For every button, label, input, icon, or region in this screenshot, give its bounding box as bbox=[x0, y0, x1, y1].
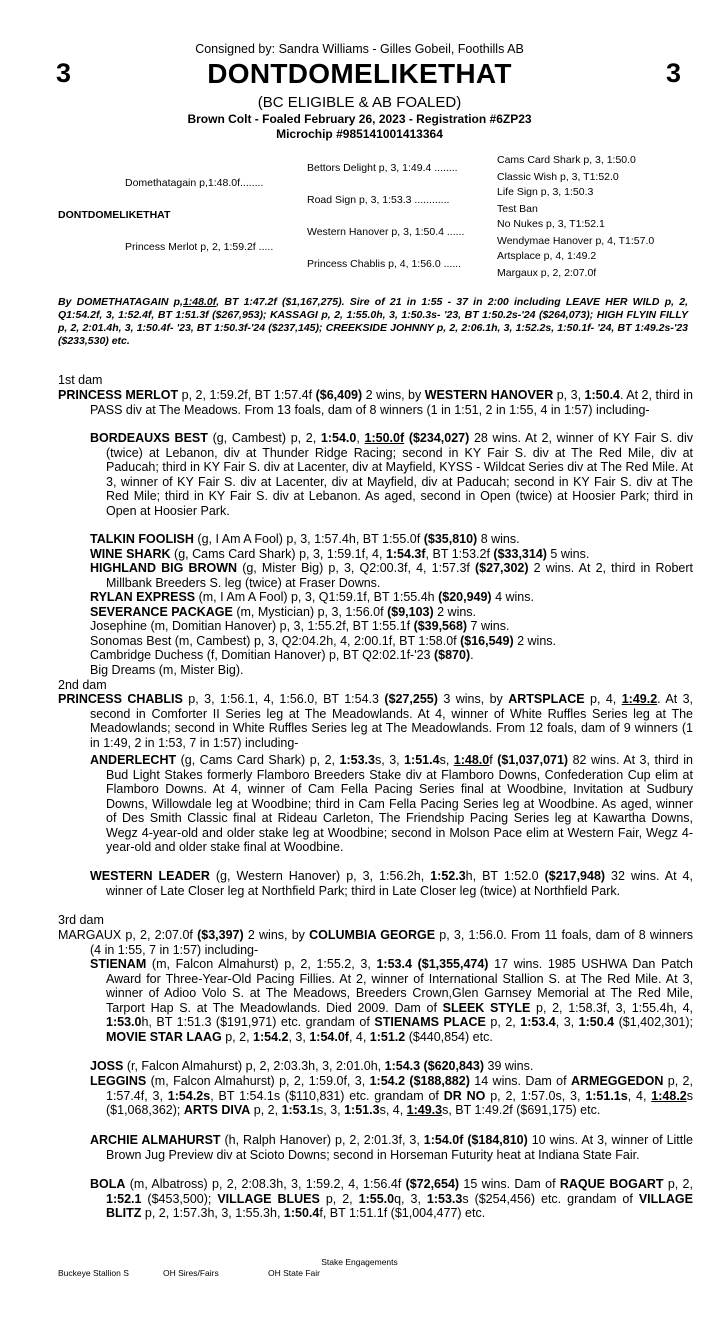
produce-entry: BORDEAUXS BEST (g, Cambest) p, 2, 1:54.0, 1:50.0f ($234,027) 28 wins. At 2, winner of KY Fair S. div (twice) at Lebanon, div at Thunder Ridge Racing; second in KY Fair S. div at The Red Mile, div at Paducah; third in KY Fair S. div at Lacenter, div at Mayfield, KYSS - Wildcat Series div at The Red Mile. At 3, winner of KY Fair S. div at Lacenter, div at Mayfield, div at Paducah; second in KY Fair S. div at The Red Mile; third in KY Fair S. div at Lebanon. As aged, second in Open (twice) at Hoosier Park; third in Open at Hoosier Park. bbox=[90, 431, 693, 518]
produce-entry: LEGGINS (m, Falcon Almahurst) p, 2, 1:59.0f, 3, 1:54.2 ($188,882) 14 wins. Dam of ARMEGGEDON p, 2, 1:57.4f, 3, 1:54.2s, BT 1:54.1s ($110,831) etc. grandam of DR NO p, 2, 1:57.0s, 3, 1:51.1s, 4, 1:48.2s ($1,068,362); ARTS DIVA p, 2, 1:53.1s, 3, 1:51.3s, 4, 1:49.3s, BT 1:49.2f ($691,175) etc. bbox=[90, 1074, 693, 1117]
first-dam-record: PRINCESS MERLOT p, 2, 1:59.2f, BT 1:57.4f ($6,409) 2 wins, by WESTERN HANOVER p, 3, 1:50.4. At 2, third in PASS div at The Meadows. From 13 foals, dam of 8 winners (1 in 1:51, 2 in 1:55, 4 in 1:57) including- bbox=[58, 388, 693, 417]
first-dam-heading: 1st dam bbox=[58, 373, 103, 387]
third-dam-heading: 3rd dam bbox=[58, 913, 104, 927]
produce-entry: Sonomas Best (m, Cambest) p, 3, Q2:04.2h, 4, 2:00.1f, BT 1:58.0f ($16,549) 2 wins. bbox=[90, 634, 557, 648]
second-dam-record: PRINCESS CHABLIS p, 3, 1:56.1, 4, 1:56.0, BT 1:54.3 ($27,255) 3 wins, by ARTSPLACE p, 4, 1:49.2. At 3, second in Comforter II Series leg at The Meadowlands. At 4, winner of White Ruffles Series leg at The Meadowlands; second in White Ruffles Series leg at The Meadowlands. From 12 foals, dam of 9 winners (1 in 1:49, 2 in 1:53, 7 in 1:57) including- bbox=[58, 692, 693, 750]
produce-entry: WESTERN LEADER (g, Western Hanover) p, 3, 1:56.2h, 1:52.3h, BT 1:52.0 ($217,948) 32 wins. At 4, winner of Late Closer leg at Northfield Park; third in Late Closer leg (twice) at Northfield Park. bbox=[90, 869, 693, 898]
pedigree-ddd: Margaux p, 2, 2:07.0f bbox=[497, 267, 597, 279]
produce-entry: JOSS (r, Falcon Almahurst) p, 2, 2:03.3h, 3, 2:01.0h, 1:54.3 ($620,843) 39 wins. bbox=[90, 1059, 534, 1073]
pedigree-dsd: Wendymae Hanover p, 4, T1:57.0 bbox=[497, 235, 655, 247]
pedigree-ssd: Classic Wish p, 3, T1:52.0 bbox=[497, 171, 619, 183]
produce-entry: Cambridge Duchess (f, Domitian Hanover) p, BT Q2:02.1f-'23 ($870). bbox=[90, 648, 474, 662]
produce-entry: ARCHIE ALMAHURST (h, Ralph Hanover) p, 2, 2:01.3f, 3, 1:54.0f ($184,810) 10 wins. At 3, winner of Little Brown Jug Preview div at Scioto Downs; second in Horseman Futurity heat at Indiana State Fair. bbox=[90, 1133, 693, 1162]
produce-entry: HIGHLAND BIG BROWN (g, Mister Big) p, 3, Q2:00.3f, 4, 1:57.3f ($27,302) 2 wins. At 2, third in Robert Millbank Breeders S. leg (twice) at Fraser Downs. bbox=[90, 561, 693, 590]
pedigree-sire: Domethatagain p,1:48.0f........ bbox=[125, 177, 264, 189]
pedigree-dam: Princess Merlot p, 2, 1:59.2f ..... bbox=[125, 241, 274, 253]
produce-entry: Josephine (m, Domitian Hanover) p, 3, 1:55.2f, BT 1:55.1f ($39,568) 7 wins. bbox=[90, 619, 510, 633]
pedigree-dam-dam: Princess Chablis p, 4, 1:56.0 ...... bbox=[307, 258, 462, 270]
stake-item: OH Sires/Fairs bbox=[163, 1268, 219, 1278]
second-dam-heading: 2nd dam bbox=[58, 678, 107, 692]
stake-item: Buckeye Stallion S bbox=[58, 1268, 129, 1278]
pedigree-sdd: Test Ban bbox=[497, 203, 538, 215]
produce-entry: BOLA (m, Albatross) p, 2, 2:08.3h, 3, 1:59.2, 4, 1:56.4f ($72,654) 15 wins. Dam of RAQUE BOGART p, 2, 1:52.1 ($453,500); VILLAGE BLUES p, 2, 1:55.0q, 3, 1:53.3s ($254,456) etc. grandam of VILLAGE BLITZ p, 2, 1:57.3h, 3, 1:55.3h, 1:50.4f, BT 1:51.1f ($1,004,477) etc. bbox=[90, 1177, 693, 1220]
produce-entry: STIENAM (m, Falcon Almahurst) p, 2, 1:55.2, 3, 1:53.4 ($1,355,474) 17 wins. 1985 USHWA Dan Patch Award for Three-Year-Old Pacing Fillies. At 2, winner of International Stallion S. at The Red Mile. At 3, winner of Adioo Volo S. at The Meadows, Breeders Crown,Glen Garnsey Memorial at The Red Mile, Tarport Hap S. at The Meadowlands. Died 2009. Dam of SLEEK STYLE p, 2, 1:58.3f, 3, 1:55.4h, 4, 1:53.0h, BT 1:51.3 ($191,971) etc. grandam of STIENAMS PLACE p, 2, 1:53.4, 3, 1:50.4 ($1,402,301); MOVIE STAR LAAG p, 2, 1:54.2, 3, 1:54.0f, 4, 1:51.2 ($440,854) etc. bbox=[90, 957, 694, 1044]
registration: Brown Colt - Foaled February 26, 2023 - Registration #6ZP23 bbox=[187, 112, 532, 126]
hip-number-right: 3 bbox=[665, 58, 681, 88]
horse-name: DONTDOMELIKETHAT bbox=[207, 58, 512, 89]
pedigree-sire-dam: Road Sign p, 3, 1:53.3 ............ bbox=[307, 194, 450, 206]
pedigree-dam-sire: Western Hanover p, 3, 1:50.4 ...... bbox=[307, 226, 465, 238]
pedigree-dss: No Nukes p, 3, T1:52.1 bbox=[497, 218, 605, 230]
eligibility: (BC ELIGIBLE & AB FOALED) bbox=[257, 94, 462, 111]
pedigree-sds: Life Sign p, 3, 1:50.3 bbox=[497, 186, 594, 198]
hip-number-left: 3 bbox=[56, 58, 72, 88]
pedigree-sss: Cams Card Shark p, 3, 1:50.0 bbox=[497, 154, 636, 166]
stake-item: OH State Fair bbox=[268, 1268, 320, 1278]
pedigree-dds: Artsplace p, 4, 1:49.2 bbox=[497, 250, 597, 262]
microchip: Microchip #985141001413364 bbox=[276, 127, 443, 141]
stake-engagements-title: Stake Engagements bbox=[321, 1257, 398, 1267]
pedigree-sire-sire: Bettors Delight p, 3, 1:49.4 ........ bbox=[307, 162, 458, 174]
consignor: Consigned by: Sandra Williams - Gilles Gobeil, Foothills AB bbox=[195, 42, 524, 56]
produce-entry: SEVERANCE PACKAGE (m, Mystician) p, 3, 1:56.0f ($9,103) 2 wins. bbox=[90, 605, 477, 619]
produce-entry: RYLAN EXPRESS (m, I Am A Fool) p, 3, Q1:59.1f, BT 1:55.4h ($20,949) 4 wins. bbox=[90, 590, 534, 604]
sire-summary: By DOMETHATAGAIN p,1:48.0f, BT 1:47.2f ($1,167,275). Sire of 21 in 1:55 - 37 in 2:00 including LEAVE HER WILD p, 2, Q1:54.2f, 3, 1:52.4f, BT 1:51.3f ($267,953); KASSAGI p, 2, 1:55.0h, 3, 1:50.3s- '23, BT 1:50.2s-'24 ($264,073); HIGH FLYIN FILLY p, 2, 2:01.4h, 3, 1:50.4f- '23, BT 1:50.3f-'24 ($237,145); CREEKSIDE JOHNNY p, 2, 2:06.1h, 3, 1:52.2s, 1:50.1f- '24, BT 1:49.2s-'23 ($233,530) etc. bbox=[58, 296, 688, 347]
produce-entry: Big Dreams (m, Mister Big). bbox=[90, 663, 244, 677]
produce-entry: TALKIN FOOLISH (g, I Am A Fool) p, 3, 1:57.4h, BT 1:55.0f ($35,810) 8 wins. bbox=[90, 532, 520, 546]
produce-entry: WINE SHARK (g, Cams Card Shark) p, 3, 1:59.1f, 4, 1:54.3f, BT 1:53.2f ($33,314) 5 wins. bbox=[90, 547, 590, 561]
produce-entry: ANDERLECHT (g, Cams Card Shark) p, 2, 1:53.3s, 3, 1:51.4s, 1:48.0f ($1,037,071) 82 wins. At 3, third in Bud Light Stakes formerly Flamboro Breeders Stake div at Flamboro Downs, Confederation Cup elim at Flamboro Downs. At 4, winner of Cam Fella Pacing Series final at Woodbine, Invitation at Sudbury Downs, Willowdale leg at Woodbine; third in Cam Fella Pacing Series leg at Woodbine. As aged, winner of Des Smith Classic final at Rideau Carleton, The Friendship Pacing Series leg at Kawartha Downs, Wegz 4-year-old and older stake leg at Woodbine; second in Molson Pace elim at Western Fair, Wegz 4-year-old and older stake final at Woodbine. bbox=[90, 753, 693, 854]
third-dam-record: MARGAUX p, 2, 2:07.0f ($3,397) 2 wins, by COLUMBIA GEORGE p, 3, 1:56.0. From 11 foals, dam of 8 winners (4 in 1:55, 7 in 1:57) including- bbox=[58, 928, 693, 957]
pedigree-horse: DONTDOMELIKETHAT bbox=[58, 209, 171, 221]
